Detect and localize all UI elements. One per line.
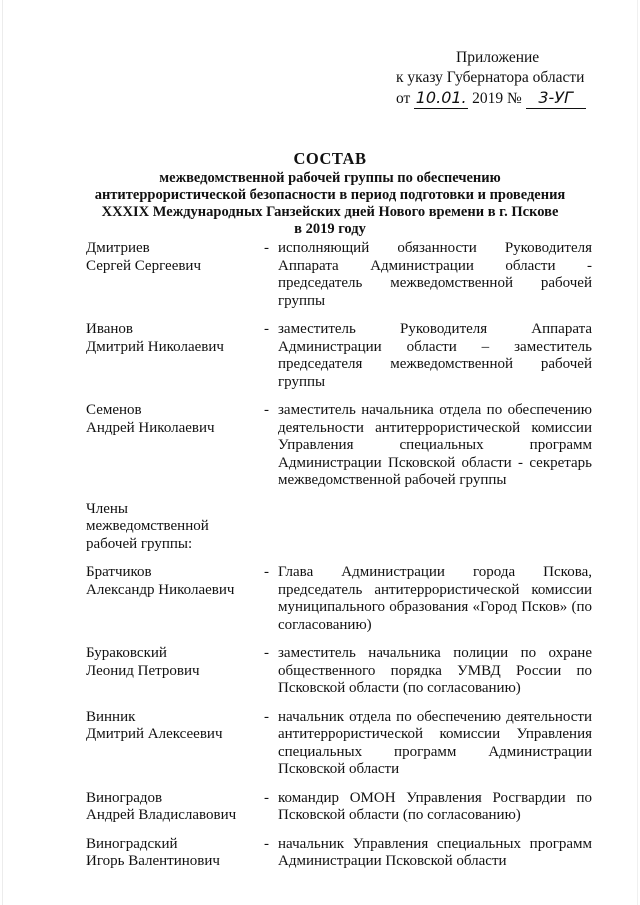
separator-dash: -	[264, 835, 269, 852]
members-label-line: Члены	[86, 500, 128, 517]
position-description: заместитель Руководителя Аппарата Администрации области – заместитель председателя межведомственной рабочей группы	[278, 321, 592, 390]
separator-dash: -	[264, 564, 269, 580]
members-section-label	[86, 501, 264, 554]
appendix-title: Приложение	[456, 49, 540, 66]
position-description: Глава Администрации города Пскова, председатель антитеррористической комиссии муниципального образования «Город Псков» (по согласованию)	[278, 564, 592, 633]
title-main: СОСТАВ	[293, 149, 367, 168]
year-label: 2019 №	[472, 90, 522, 107]
given-names: Андрей Николаевич	[86, 419, 215, 436]
list-item	[86, 402, 606, 490]
surname: Винник	[86, 708, 136, 725]
person-name	[86, 709, 264, 779]
members-label-line: межведомственной	[86, 518, 209, 534]
separator-dash: -	[264, 402, 269, 418]
members-label-line: рабочей группы:	[86, 535, 193, 552]
person-name	[86, 645, 264, 698]
title-line-4: в 2019 году	[294, 221, 366, 237]
position-description: начальник отдела по обеспечению деятельности антитеррористической комиссии Управления специальных программ Администрации Псковской области	[278, 708, 592, 777]
surname: Виноградов	[86, 789, 163, 806]
given-names: Андрей Владиславович	[86, 807, 237, 823]
list-item	[86, 240, 606, 310]
title-line-3: XXXIX Международных Ганзейских дней Нового времени в г. Пскове	[101, 204, 559, 220]
person-name	[86, 321, 264, 391]
separator-dash: -	[264, 645, 269, 661]
surname: Бураковский	[86, 645, 167, 661]
surname: Семенов	[86, 402, 142, 418]
given-names: Дмитрий Алексеевич	[86, 726, 223, 742]
list-item	[86, 790, 606, 825]
person-name	[86, 836, 264, 871]
list-item	[86, 836, 606, 871]
scan-edge-left	[2, 0, 3, 905]
given-names: Игорь Валентинович	[86, 853, 220, 869]
surname: Виноградский	[86, 835, 178, 852]
person-name	[86, 790, 264, 825]
surname: Иванов	[86, 321, 133, 337]
person-name	[86, 240, 264, 310]
position-description: начальник Управления специальных программ Администрации Псковской области	[278, 835, 592, 869]
members-list	[86, 240, 606, 882]
given-names: Дмитрий Николаевич	[86, 338, 224, 355]
list-item	[86, 321, 606, 391]
appendix-header	[396, 48, 616, 109]
date-prefix: от	[396, 90, 411, 107]
given-names: Сергей Сергеевич	[86, 257, 202, 274]
title-line-1: межведомственной рабочей группы по обеспечению	[159, 170, 501, 186]
position-description: заместитель начальника полиции по охране общественного порядка УМВД России по Псковской области (по согласованию)	[278, 645, 592, 696]
position-description: заместитель начальника отдела по обеспечению деятельности антитеррористической комиссии Управления специальных программ Администрации Псковской области - секретарь межведомственной рабочей группы	[278, 402, 592, 488]
person-name	[86, 564, 264, 634]
list-item	[86, 564, 606, 634]
title-line-2: антитеррористической безопасности в период подготовки и проведения	[94, 187, 566, 203]
list-item	[86, 709, 606, 779]
appendix-reference: к указу Губернатора области	[396, 69, 585, 86]
position-description: командир ОМОН Управления Росгвардии по Псковской области (по согласованию)	[278, 789, 592, 823]
separator-dash: -	[264, 240, 269, 256]
position-description: исполняющий обязанности Руководителя Аппарата Администрации области - председатель межведомственной рабочей группы	[278, 240, 592, 309]
surname: Братчиков	[86, 564, 152, 580]
handwritten-number: 3-УГ	[526, 88, 586, 109]
scan-edge-right	[637, 0, 638, 905]
person-name	[86, 402, 264, 490]
separator-dash: -	[264, 708, 269, 725]
given-names: Леонид Петрович	[86, 662, 200, 679]
surname: Дмитриев	[86, 240, 150, 256]
given-names: Александр Николаевич	[86, 581, 235, 598]
decree-date-line	[396, 88, 616, 109]
document-title	[60, 148, 600, 238]
separator-dash: -	[264, 789, 269, 806]
handwritten-date: 10.01.	[415, 88, 467, 107]
separator-dash: -	[264, 321, 269, 337]
list-item	[86, 645, 606, 698]
